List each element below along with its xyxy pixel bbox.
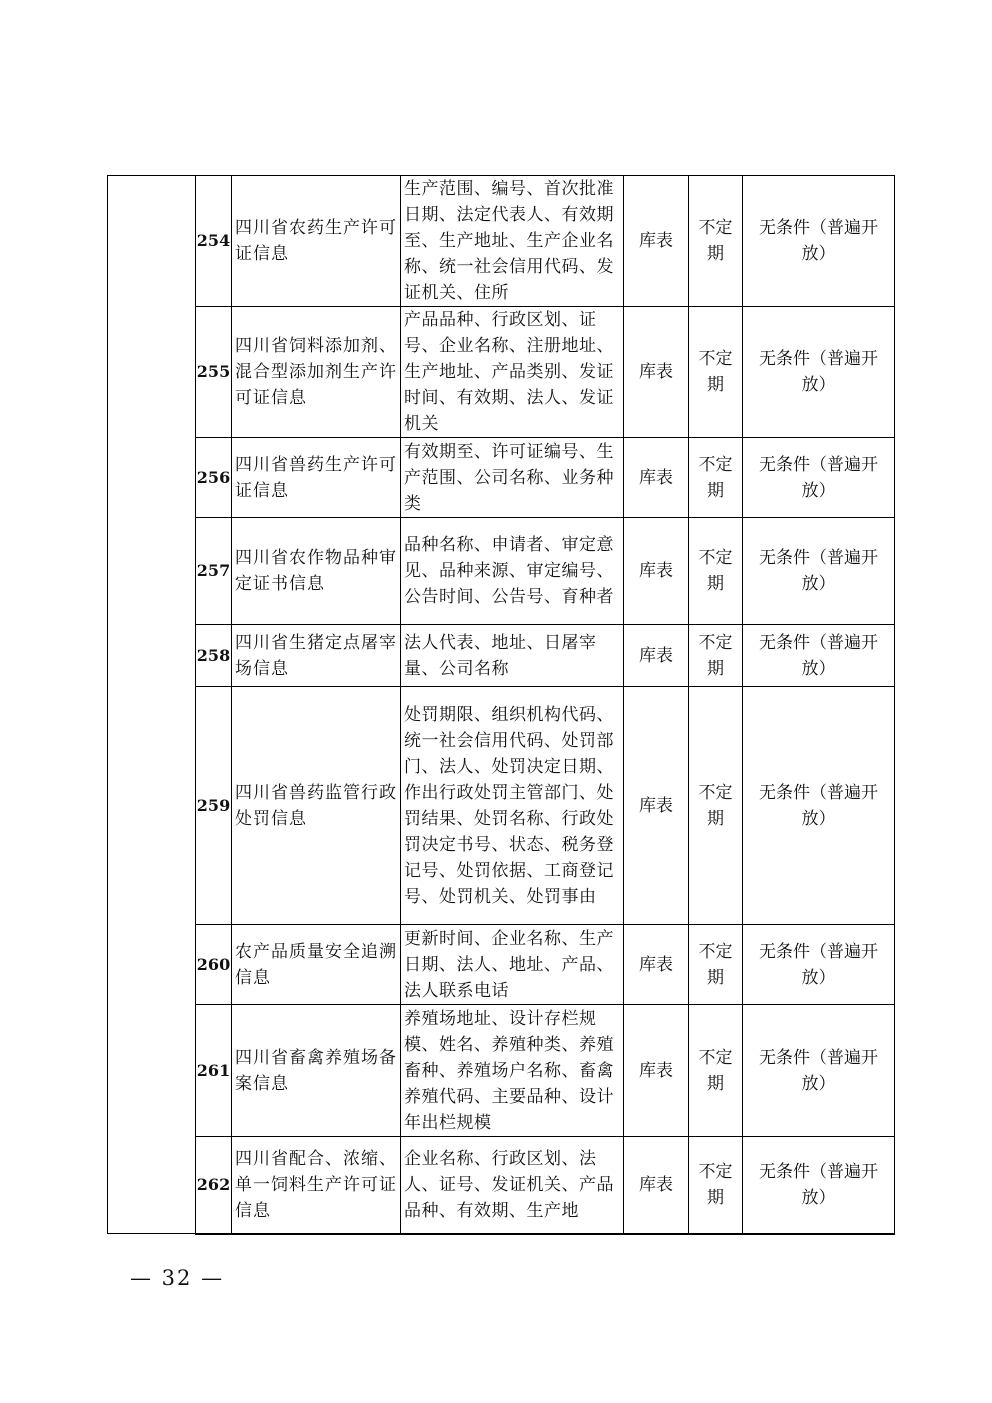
row-number: 259: [196, 687, 232, 925]
update-frequency: 不定期: [689, 925, 743, 1005]
resource-name: 农产品质量安全追溯信息: [232, 925, 401, 1005]
update-frequency: 不定期: [689, 1137, 743, 1234]
row-number: 256: [196, 438, 232, 518]
resource-fields: 产品品种、行政区划、证号、企业名称、注册地址、生产地址、产品类别、发证时间、有效期、法人、发证机关: [401, 307, 624, 438]
table-row: [108, 1005, 895, 1137]
resource-fields: 更新时间、企业名称、生产日期、法人、地址、产品、法人联系电话: [401, 925, 624, 1005]
open-condition: 无条件（普遍开放）: [743, 518, 895, 625]
open-condition: 无条件（普遍开放）: [743, 925, 895, 1005]
resource-format: 库表: [624, 176, 689, 307]
resource-name: 四川省饲料添加剂、混合型添加剂生产许可证信息: [232, 307, 401, 438]
data-catalog-table: [107, 175, 895, 1235]
resource-fields: 有效期至、许可证编号、生产范围、公司名称、业务种类: [401, 438, 624, 518]
table-row: [108, 925, 895, 1005]
resource-name: 四川省配合、浓缩、单一饲料生产许可证信息: [232, 1137, 401, 1234]
update-frequency: 不定期: [689, 438, 743, 518]
resource-format: 库表: [624, 1005, 689, 1137]
open-condition: 无条件（普遍开放）: [743, 687, 895, 925]
resource-fields: 处罚期限、组织机构代码、统一社会信用代码、处罚部门、法人、处罚决定日期、作出行政处罚主管部门、处罚结果、处罚名称、行政处罚决定书号、状态、税务登记号、处罚依据、工商登记号、处罚机关、处罚事由: [401, 687, 624, 925]
update-frequency: 不定期: [689, 307, 743, 438]
table-row: [108, 176, 895, 307]
table-row: [108, 625, 895, 687]
table-row: [108, 687, 895, 925]
resource-name: 四川省生猪定点屠宰场信息: [232, 625, 401, 687]
resource-name: 四川省兽药监管行政处罚信息: [232, 687, 401, 925]
resource-name: 四川省畜禽养殖场备案信息: [232, 1005, 401, 1137]
update-frequency: 不定期: [689, 625, 743, 687]
update-frequency: 不定期: [689, 518, 743, 625]
resource-format: 库表: [624, 307, 689, 438]
table-row: [108, 307, 895, 438]
open-condition: 无条件（普遍开放）: [743, 176, 895, 307]
resource-format: 库表: [624, 687, 689, 925]
resource-fields: 品种名称、申请者、审定意见、品种来源、审定编号、公告时间、公告号、育种者: [401, 518, 624, 625]
resource-format: 库表: [624, 925, 689, 1005]
open-condition: 无条件（普遍开放）: [743, 1005, 895, 1137]
row-number: 260: [196, 925, 232, 1005]
update-frequency: 不定期: [689, 687, 743, 925]
resource-name: 四川省农作物品种审定证书信息: [232, 518, 401, 625]
resource-fields: 生产范围、编号、首次批准日期、法定代表人、有效期至、生产地址、生产企业名称、统一社会信用代码、发证机关、住所: [401, 176, 624, 307]
resource-fields: 养殖场地址、设计存栏规模、姓名、养殖种类、养殖畜种、养殖场户名称、畜禽养殖代码、主要品种、设计年出栏规模: [401, 1005, 624, 1137]
open-condition: 无条件（普遍开放）: [743, 307, 895, 438]
open-condition: 无条件（普遍开放）: [743, 438, 895, 518]
resource-fields: 企业名称、行政区划、法人、证号、发证机关、产品品种、有效期、生产地: [401, 1137, 624, 1234]
resource-fields: 法人代表、地址、日屠宰量、公司名称: [401, 625, 624, 687]
table-row: [108, 1137, 895, 1234]
page-number: — 32 —: [130, 1266, 225, 1290]
resource-format: 库表: [624, 625, 689, 687]
row-number: 261: [196, 1005, 232, 1137]
update-frequency: 不定期: [689, 1005, 743, 1137]
table-row: [108, 438, 895, 518]
resource-format: 库表: [624, 1137, 689, 1234]
resource-name: 四川省农药生产许可证信息: [232, 176, 401, 307]
row-number: 258: [196, 625, 232, 687]
row-number: 255: [196, 307, 232, 438]
resource-name: 四川省兽药生产许可证信息: [232, 438, 401, 518]
row-number: 262: [196, 1137, 232, 1234]
row-number: 257: [196, 518, 232, 625]
table-row: [108, 518, 895, 625]
resource-format: 库表: [624, 438, 689, 518]
row-number: 254: [196, 176, 232, 307]
open-condition: 无条件（普遍开放）: [743, 1137, 895, 1234]
category-cell: [108, 176, 196, 1234]
resource-format: 库表: [624, 518, 689, 625]
open-condition: 无条件（普遍开放）: [743, 625, 895, 687]
update-frequency: 不定期: [689, 176, 743, 307]
